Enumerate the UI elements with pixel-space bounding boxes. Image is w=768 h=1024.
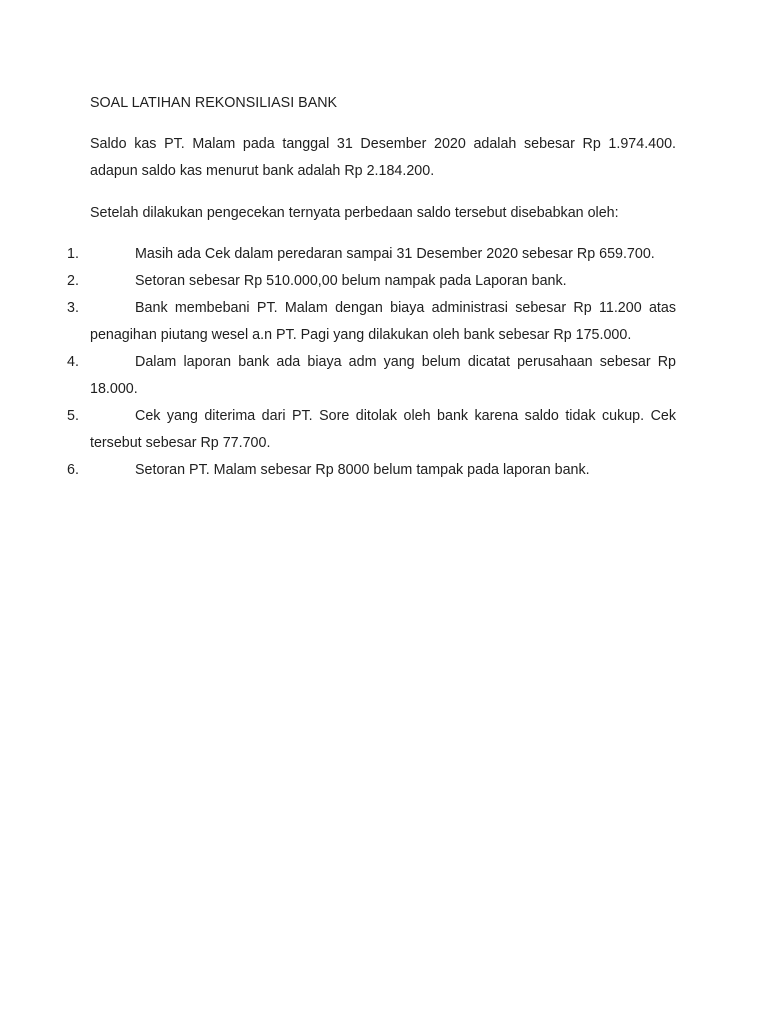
list-item: [0, 241, 768, 268]
list-item: [0, 295, 768, 349]
list-item-number: 5.: [67, 408, 79, 424]
list-item-number: 4.: [67, 354, 79, 370]
list-item-number: 1.: [67, 246, 79, 262]
cause-paragraph: Setelah dilakukan pengecekan ternyata perbedaan saldo tersebut disebabkan oleh:: [90, 205, 619, 221]
list-item-text: Dalam laporan bank ada biaya adm yang belum dicatat perusahaan sebesar Rp 18.000.: [90, 354, 676, 397]
list-item: [0, 403, 768, 457]
causes-list: [0, 241, 768, 484]
list-item-number: 3.: [67, 300, 79, 316]
document-title: SOAL LATIHAN REKONSILIASI BANK: [90, 95, 338, 111]
list-item-text: Cek yang diterima dari PT. Sore ditolak oleh bank karena saldo tidak cukup. Cek tersebut sebesar Rp 77.700.: [90, 408, 676, 451]
intro-paragraph: Saldo kas PT. Malam pada tanggal 31 Desember 2020 adalah sebesar Rp 1.974.400. adapun saldo kas menurut bank adalah Rp 2.184.200.: [90, 136, 676, 179]
list-item: [0, 349, 768, 403]
list-item-text: Setoran sebesar Rp 510.000,00 belum nampak pada Laporan bank.: [135, 273, 567, 289]
list-item-number: 6.: [67, 462, 79, 478]
list-item-text: Bank membebani PT. Malam dengan biaya administrasi sebesar Rp 11.200 atas penagihan piutang wesel a.n PT. Pagi yang dilakukan oleh bank sebesar Rp 175.000.: [90, 300, 676, 343]
list-item: [0, 457, 768, 484]
list-item: [0, 268, 768, 295]
list-item-text: Setoran PT. Malam sebesar Rp 8000 belum tampak pada laporan bank.: [135, 462, 590, 478]
list-item-number: 2.: [67, 273, 79, 289]
list-item-text: Masih ada Cek dalam peredaran sampai 31 Desember 2020 sebesar Rp 659.700.: [135, 246, 655, 262]
